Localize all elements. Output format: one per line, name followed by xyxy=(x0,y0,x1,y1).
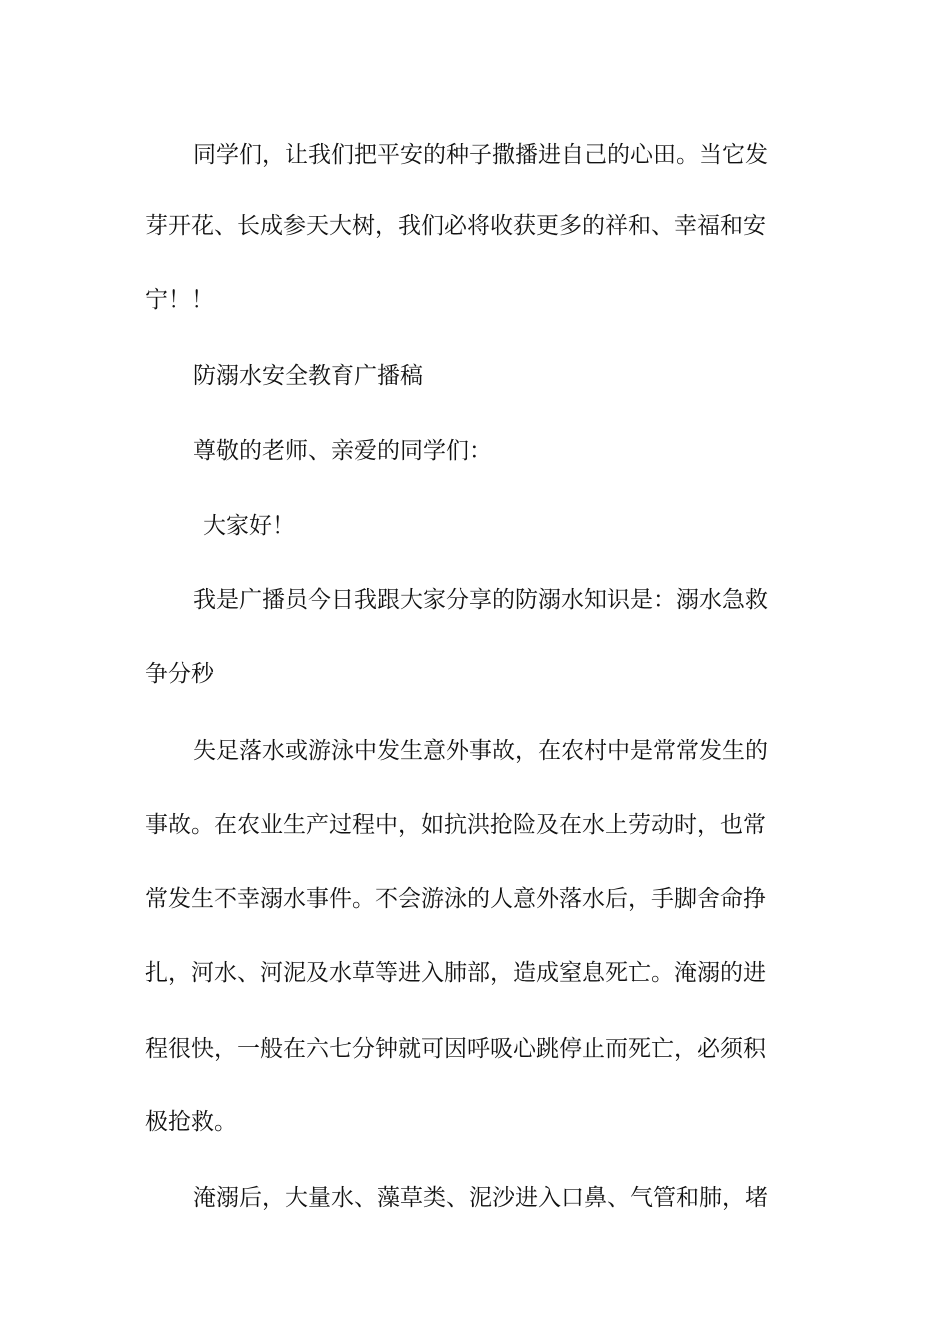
greeting: 大家好！ xyxy=(203,513,295,539)
paragraph-line: 失足落水或游泳中发生意外事故，在农村中是常常发生的 xyxy=(193,738,768,764)
paragraph-line: 极抢救。 xyxy=(145,1109,237,1135)
paragraph-line: 程很快，一般在六七分钟就可因呼吸心跳停止而死亡，必须积 xyxy=(145,1036,766,1062)
document-title: 防溺水安全教育广播稿 xyxy=(193,363,423,389)
salutation: 尊敬的老师、亲爱的同学们： xyxy=(193,438,492,464)
paragraph-line: 事故。在农业生产过程中，如抗洪抢险及在水上劳动时，也常 xyxy=(145,812,766,838)
paragraph-line: 同学们，让我们把平安的种子撒播进自己的心田。当它发 xyxy=(193,142,768,168)
paragraph-line: 宁！！ xyxy=(145,287,214,313)
paragraph-line: 常发生不幸溺水事件。不会游泳的人意外落水后，手脚舍命挣 xyxy=(145,886,766,912)
paragraph-line: 芽开花、长成参天大树，我们必将收获更多的祥和、幸福和安 xyxy=(145,213,766,239)
paragraph-line: 淹溺后，大量水、藻草类、泥沙进入口鼻、气管和肺，堵 xyxy=(193,1185,768,1211)
paragraph-line: 扎，河水、河泥及水草等进入肺部，造成窒息死亡。淹溺的进 xyxy=(145,960,766,986)
paragraph-line: 我是广播员今日我跟大家分享的防溺水知识是：溺水急救 xyxy=(193,587,768,613)
paragraph-line: 争分秒 xyxy=(145,661,214,687)
